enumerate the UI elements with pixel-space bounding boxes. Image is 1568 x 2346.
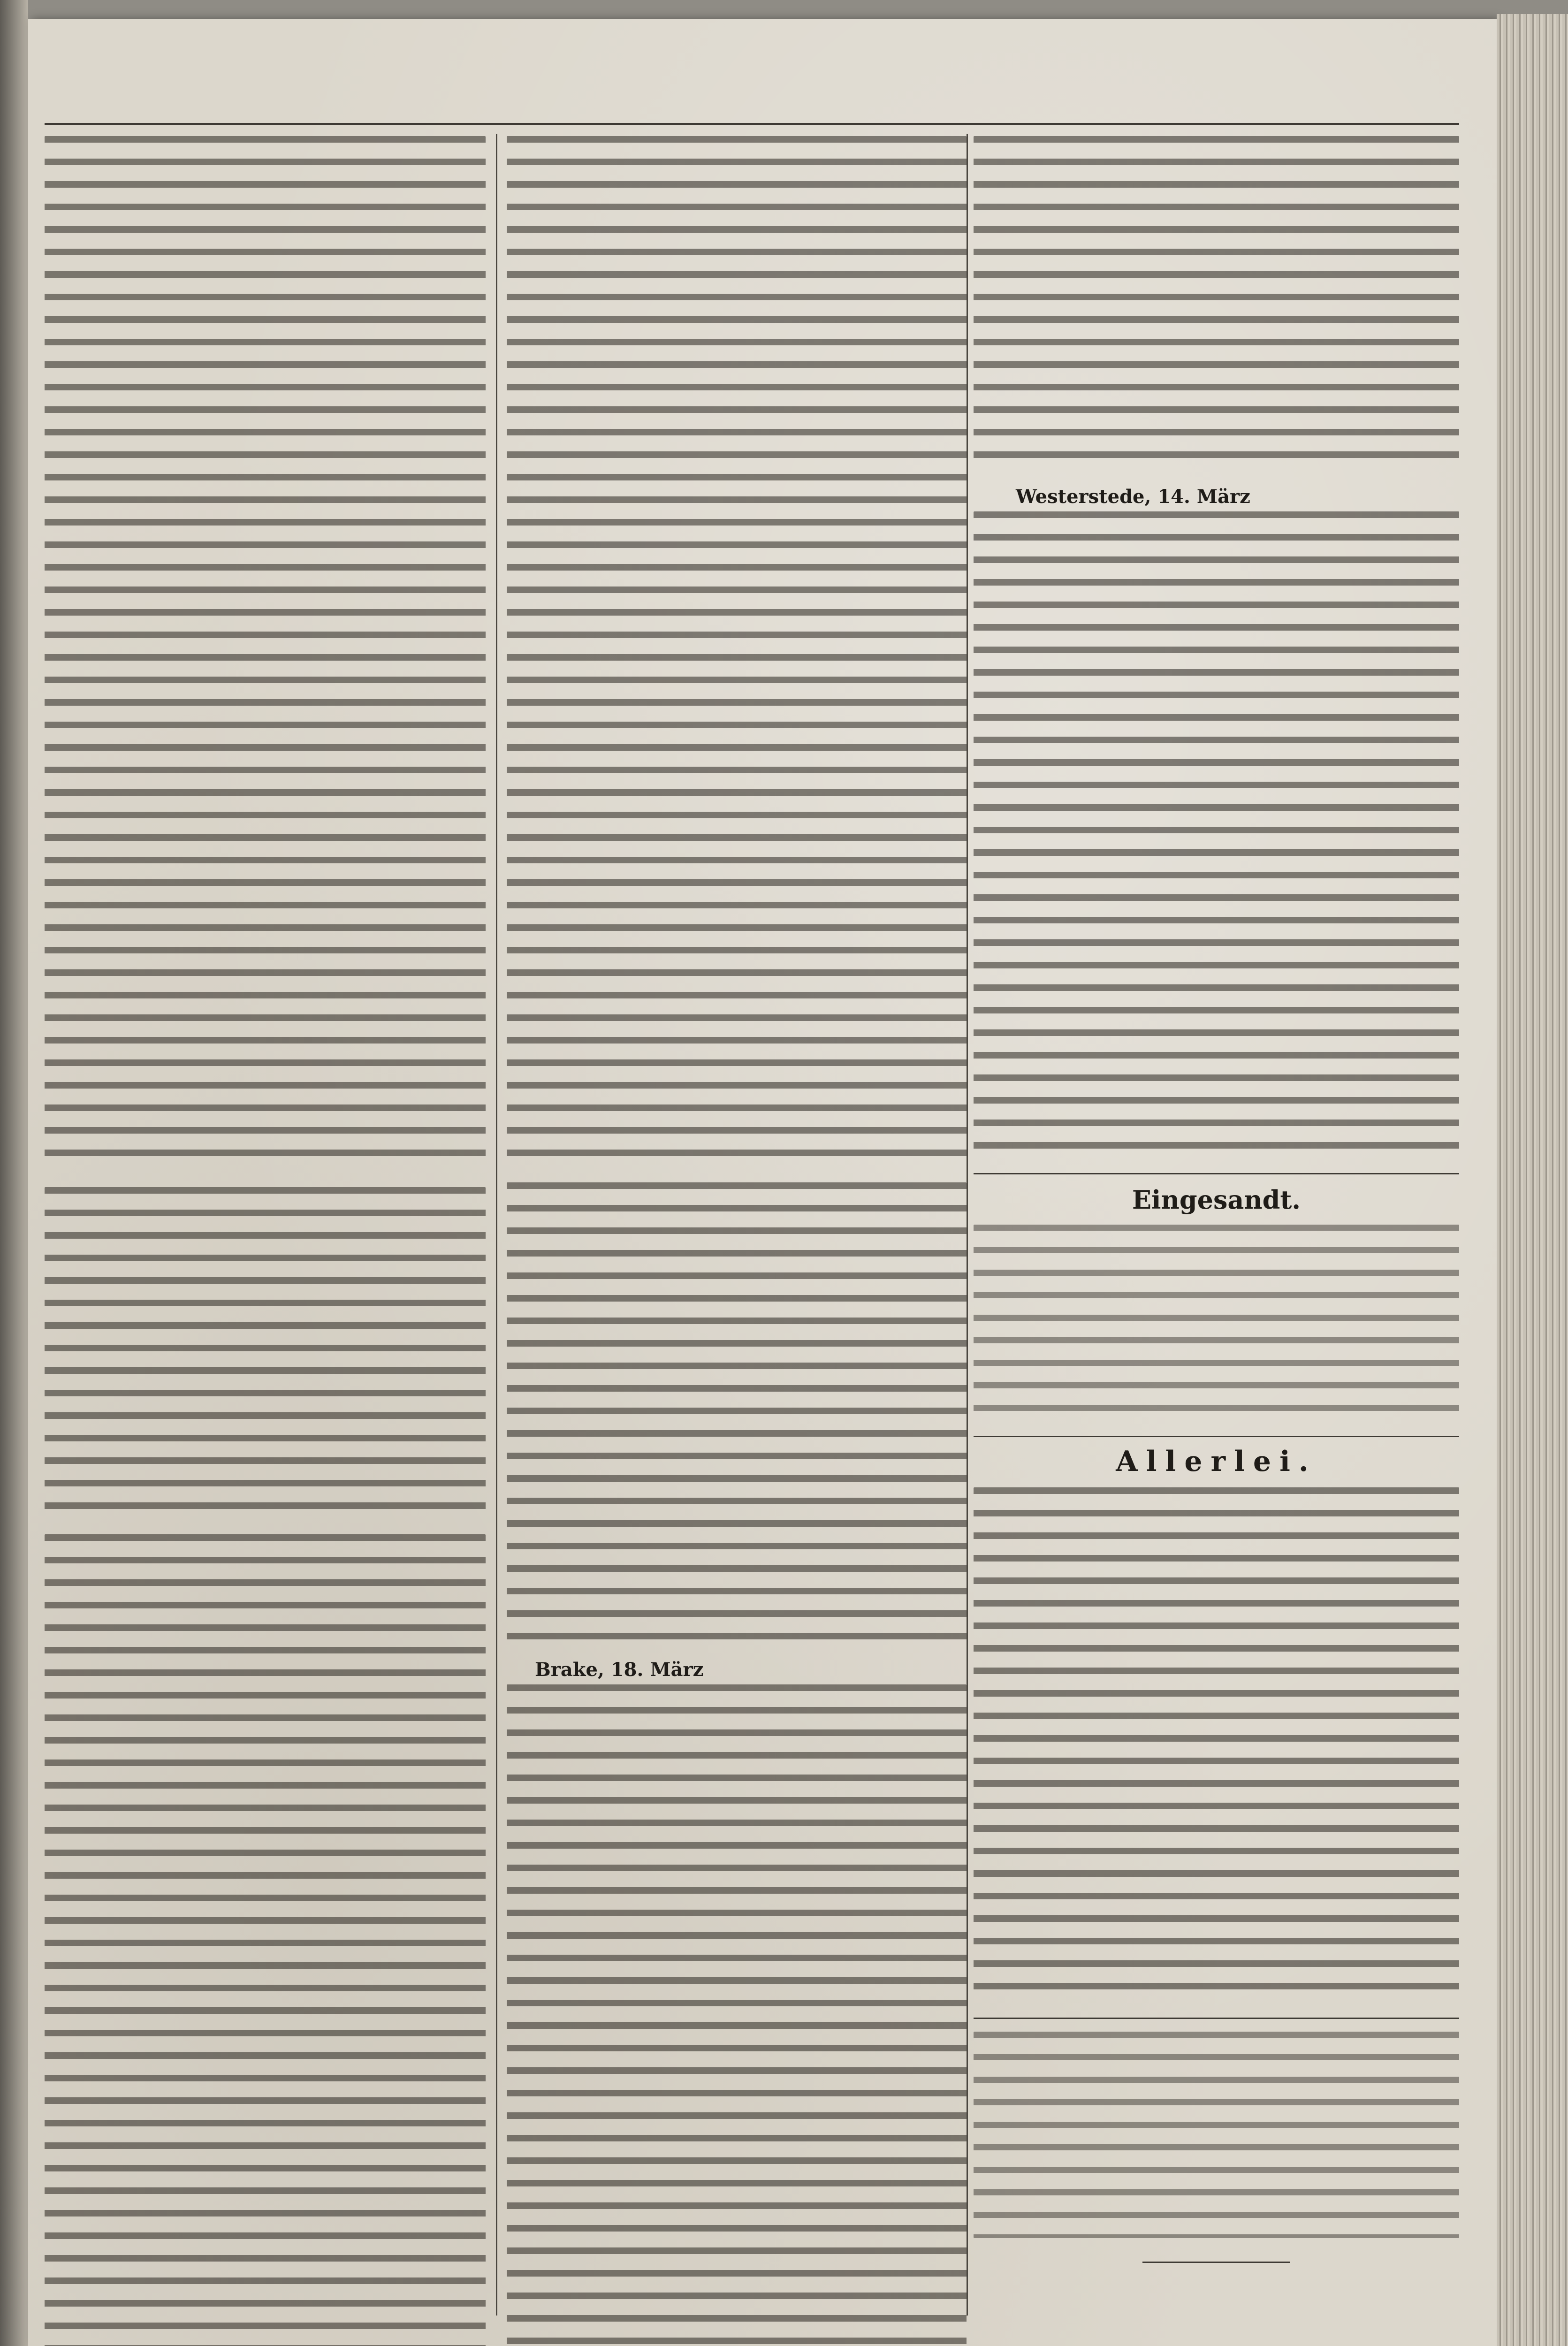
closing-rule bbox=[1142, 2262, 1290, 2263]
article-text-block bbox=[507, 1182, 967, 1652]
article-text-block bbox=[507, 1684, 967, 2346]
book-page-edges bbox=[1497, 14, 1568, 2346]
allerlei-heading: Allerlei. bbox=[1116, 1445, 1317, 1478]
dateline-brake: Brake, 18. März bbox=[535, 1659, 704, 1681]
article-text-block bbox=[45, 136, 486, 1168]
section-rule bbox=[974, 1173, 1459, 1174]
header-rule bbox=[45, 123, 1459, 125]
article-text-block bbox=[45, 1187, 486, 1516]
column-divider bbox=[967, 134, 968, 2316]
previous-page-edge bbox=[0, 0, 28, 2346]
article-text-block bbox=[974, 511, 1459, 1159]
notice-text bbox=[974, 2032, 1459, 2238]
eingesandt-text bbox=[974, 1225, 1459, 1422]
section-rule bbox=[974, 1436, 1459, 1437]
article-text-block bbox=[507, 136, 967, 1168]
column-divider bbox=[496, 134, 497, 2316]
allerlei-text bbox=[974, 1487, 1459, 2003]
eingesandt-heading: Eingesandt. bbox=[1132, 1185, 1301, 1215]
article-text-block bbox=[974, 136, 1459, 474]
dateline-westerstede: Westerstede, 14. März bbox=[1016, 486, 1250, 508]
article-text-block bbox=[45, 1534, 486, 2346]
section-rule bbox=[974, 2018, 1459, 2019]
